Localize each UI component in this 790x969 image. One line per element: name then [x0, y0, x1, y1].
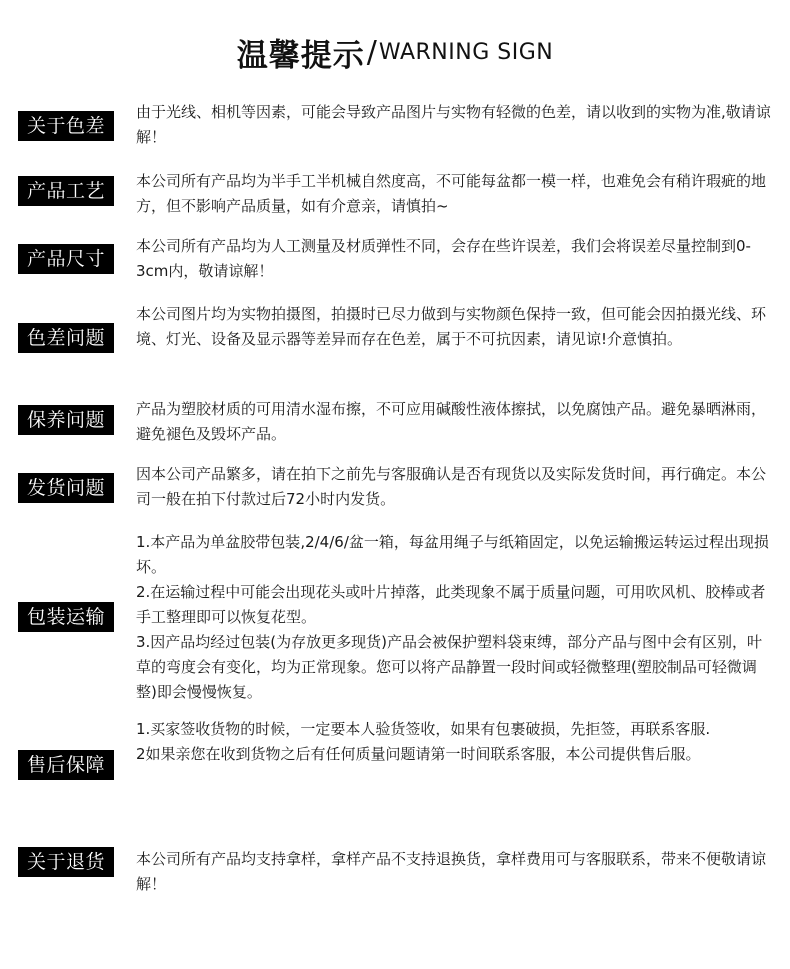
- section-label: 色差问题: [18, 323, 114, 353]
- section-body: [136, 100, 776, 150]
- section-body: [136, 302, 776, 352]
- section-text: 由于光线、相机等因素，可能会导致产品图片与实物有轻微的色差，请以收到的实物为准,敬请谅解！: [136, 103, 771, 146]
- page-header: [0, 30, 790, 75]
- section-label: 产品尺寸: [18, 244, 114, 274]
- section-label: 售后保障: [18, 750, 114, 780]
- section-text: 2如果亲您在收到货物之后有任何质量问题请第一时间联系客服，本公司提供售后服。: [136, 745, 701, 763]
- title-separator: /: [366, 35, 377, 70]
- section-body: [136, 847, 776, 897]
- section-text: 2.在运输过程中可能会出现花头或叶片掉落，此类现象不属于质量问题，可用吹风机、胶棒或者手工整理即可以恢复花型。: [136, 583, 766, 626]
- section-body: [136, 169, 776, 219]
- section-body: [136, 717, 776, 767]
- section-text: 1.本产品为单盆胶带包装,2/4/6/盆一箱，每盆用绳子与纸箱固定，以免运输搬运转运过程出现损坏。: [136, 533, 769, 576]
- section-text: 本公司图片均为实物拍摄图，拍摄时已尽力做到与实物颜色保持一致，但可能会因拍摄光线、环境、灯光、设备及显示器等差异而存在色差，属于不可抗因素，请见谅!介意慎拍。: [136, 305, 767, 348]
- section-text: 本公司所有产品均为人工测量及材质弹性不同，会存在些许误差，我们会将误差尽量控制到0-3cm内，敬请谅解！: [136, 237, 751, 280]
- section-text: 产品为塑胶材质的可用清水湿布擦，不可应用碱酸性液体擦拭，以免腐蚀产品。避免暴晒淋雨，避免褪色及毁坏产品。: [136, 400, 767, 443]
- section-text: 本公司所有产品均为半手工半机械自然度高，不可能每盆都一模一样，也难免会有稍许瑕疵的地方，但不影响产品质量，如有介意亲，请慎拍~: [136, 172, 767, 215]
- section-text: 因本公司产品繁多，请在拍下之前先与客服确认是否有现货以及实际发货时间，再行确定。本公司一般在拍下付款过后72小时内发货。: [136, 465, 767, 508]
- section-text: 1.买家签收货物的时候，一定要本人验货签收，如果有包裹破损，先拒签，再联系客服.: [136, 720, 711, 738]
- section-body: [136, 234, 776, 284]
- section-label: 保养问题: [18, 405, 114, 435]
- section-label: 关于色差: [18, 111, 114, 141]
- section-label: 包装运输: [18, 602, 114, 632]
- section-body: [136, 462, 776, 512]
- page-subtitle: WARNING SIGN: [378, 40, 554, 65]
- section-body: [136, 530, 776, 705]
- section-text: 3.因产品均经过包装(为存放更多现货)产品会被保护塑料袋束缚，部分产品与图中会有区别，叶草的弯度会有变化，均为正常现象。您可以将产品静置一段时间或轻微整理(塑胶制品可轻微调整)即会慢慢恢复。: [136, 633, 763, 701]
- section-label: 产品工艺: [18, 176, 114, 206]
- section-label: 发货问题: [18, 473, 114, 503]
- section-label: 关于退货: [18, 847, 114, 877]
- page-title: 温馨提示: [236, 38, 365, 74]
- section-body: [136, 397, 776, 447]
- section-text: 本公司所有产品均支持拿样，拿样产品不支持退换货，拿样费用可与客服联系，带来不便敬请谅解！: [136, 850, 767, 893]
